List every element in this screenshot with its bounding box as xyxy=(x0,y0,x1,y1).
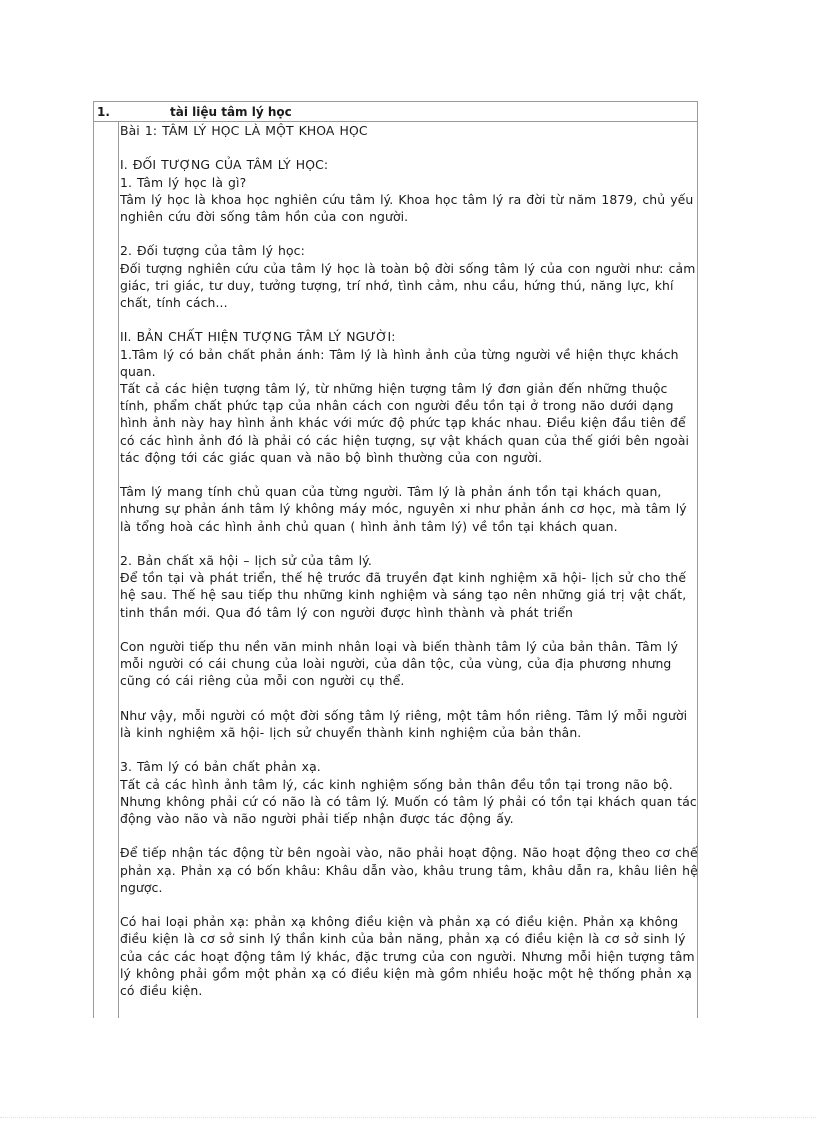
subheading-1-1: 1. Tâm lý học là gì? xyxy=(120,174,247,190)
paragraph: Tâm lý học là khoa học nghiên cứu tâm lý. Khoa học tâm lý ra đời từ năm 1879, chủ yếu nghiên cứu đời sống tâm hồn của con người. xyxy=(120,191,694,224)
section-header-row xyxy=(94,102,697,122)
section-body xyxy=(120,122,698,999)
paragraph: Tâm lý mang tính chủ quan của từng người. Tâm lý là phản ánh tồn tại khách quan, nhưng sự phản ánh tâm lý không máy móc, nguyên xi như phản ánh cơ học, mà tâm lý là tổng hoà các hình ảnh chủ quan ( hình ảnh tâm lý) về tồn tại khách quan. xyxy=(120,484,687,534)
section-title: tài liệu tâm lý học xyxy=(170,105,292,119)
subheading-2-2: 2. Bản chất xã hội – lịch sử của tâm lý. xyxy=(120,553,372,568)
paragraph: Có hai loại phản xạ: phản xạ không điều kiện và phản xạ có điều kiện. Phản xạ không điều kiện là cơ sở sinh lý thần kinh của bản năng, phản xạ có điều kiện là cơ sở sinh lý của các các hoạt động tâm lý khác, đặc trưng của con người. Nhưng mỗi hiện tượng tâm lý không phải gồm một phản xạ có điều kiện mà gồm nhiều hoặc một hệ thống phản xạ có điều kiện. xyxy=(120,914,695,998)
lesson-title: Bài 1: TÂM LÝ HỌC LÀ MỘT KHOA HỌC xyxy=(120,123,368,138)
heading-part-2: II. BẢN CHẤT HIỆN TƯỢNG TÂM LÝ NGƯỜI: xyxy=(120,329,396,345)
paragraph: Để tiếp nhận tác động từ bên ngoài vào, não phải hoạt động. Não hoạt động theo cơ chế phản xạ. Phản xạ có bốn khâu: Khâu dẫn vào, khâu trung tâm, khâu dẫn ra, khâu liên hệ ngược. xyxy=(120,845,698,895)
subheading-2-1: 1.Tâm lý có bản chất phản ánh: Tâm lý là hình ảnh của từng người về hiện thực khách quan. xyxy=(120,346,679,379)
paragraph: Như vậy, mỗi người có một đời sống tâm lý riêng, một tâm hồn riêng. Tâm lý mỗi người là kinh nghiệm xã hội- lịch sử chuyển thành kinh nghiệm của bản thân. xyxy=(120,707,688,740)
section-number: 1. xyxy=(97,105,110,119)
subheading-1-2: 2. Đối tượng của tâm lý học: xyxy=(120,243,305,259)
paragraph: Tất cả các hiện tượng tâm lý, từ những hiện tượng tâm lý đơn giản đến những thuộc tính, phẩm chất phức tạp của nhân cách con người đều tồn tại ở trong não dưới dạng hình ảnh này hay hình ảnh khác với mức độ phức tạp khác nhau. Điều kiện đầu tiên để có các hình ảnh đó là phải có các hiện tượng, sự vật khách quan của thế giới bên ngoài tác động tới các giác quan và não bộ bình thường của con người. xyxy=(120,381,690,465)
section-table xyxy=(93,101,698,1018)
heading-part-1: I. ĐỐI TƯỢNG CỦA TÂM LÝ HỌC: xyxy=(120,157,329,173)
subheading-2-3: 3. Tâm lý có bản chất phản xạ. xyxy=(120,759,321,775)
column-divider xyxy=(118,122,119,1018)
paragraph: Để tồn tại và phát triển, thế hệ trước đã truyền đạt kinh nghiệm xã hội- lịch sử cho thế hệ sau. Thế hệ sau tiếp thu những kinh nghiệm và sáng tạo nên những giá trị vật chất, tinh thần mới. Qua đó tâm lý con người được hình thành và phát triển xyxy=(120,570,687,620)
paragraph: Đối tượng nghiên cứu của tâm lý học là toàn bộ đời sống tâm lý của con người như: cảm giác, tri giác, tư duy, tưởng tượng, trí nhớ, tình cảm, nhu cầu, hứng thú, năng lực, khí chất, tính cách... xyxy=(120,260,696,310)
paragraph: Tất cả các hình ảnh tâm lý, các kinh nghiệm sống bản thân đều tồn tại trong não bộ. Nhưng không phải cứ có não là có tâm lý. Muốn có tâm lý phải có tồn tại khách quan tác động vào não và não người phải tiếp nhận được tác động ấy. xyxy=(120,776,697,826)
paragraph: Con người tiếp thu nền văn minh nhân loại và biến thành tâm lý của bản thân. Tâm lý mỗi người có cái chung của loài người, của dân tộc, của vùng, của địa phương nhưng cũng có cái riêng của mỗi con người cụ thể. xyxy=(120,639,679,689)
page-bottom-dotted-rule xyxy=(0,1117,816,1118)
